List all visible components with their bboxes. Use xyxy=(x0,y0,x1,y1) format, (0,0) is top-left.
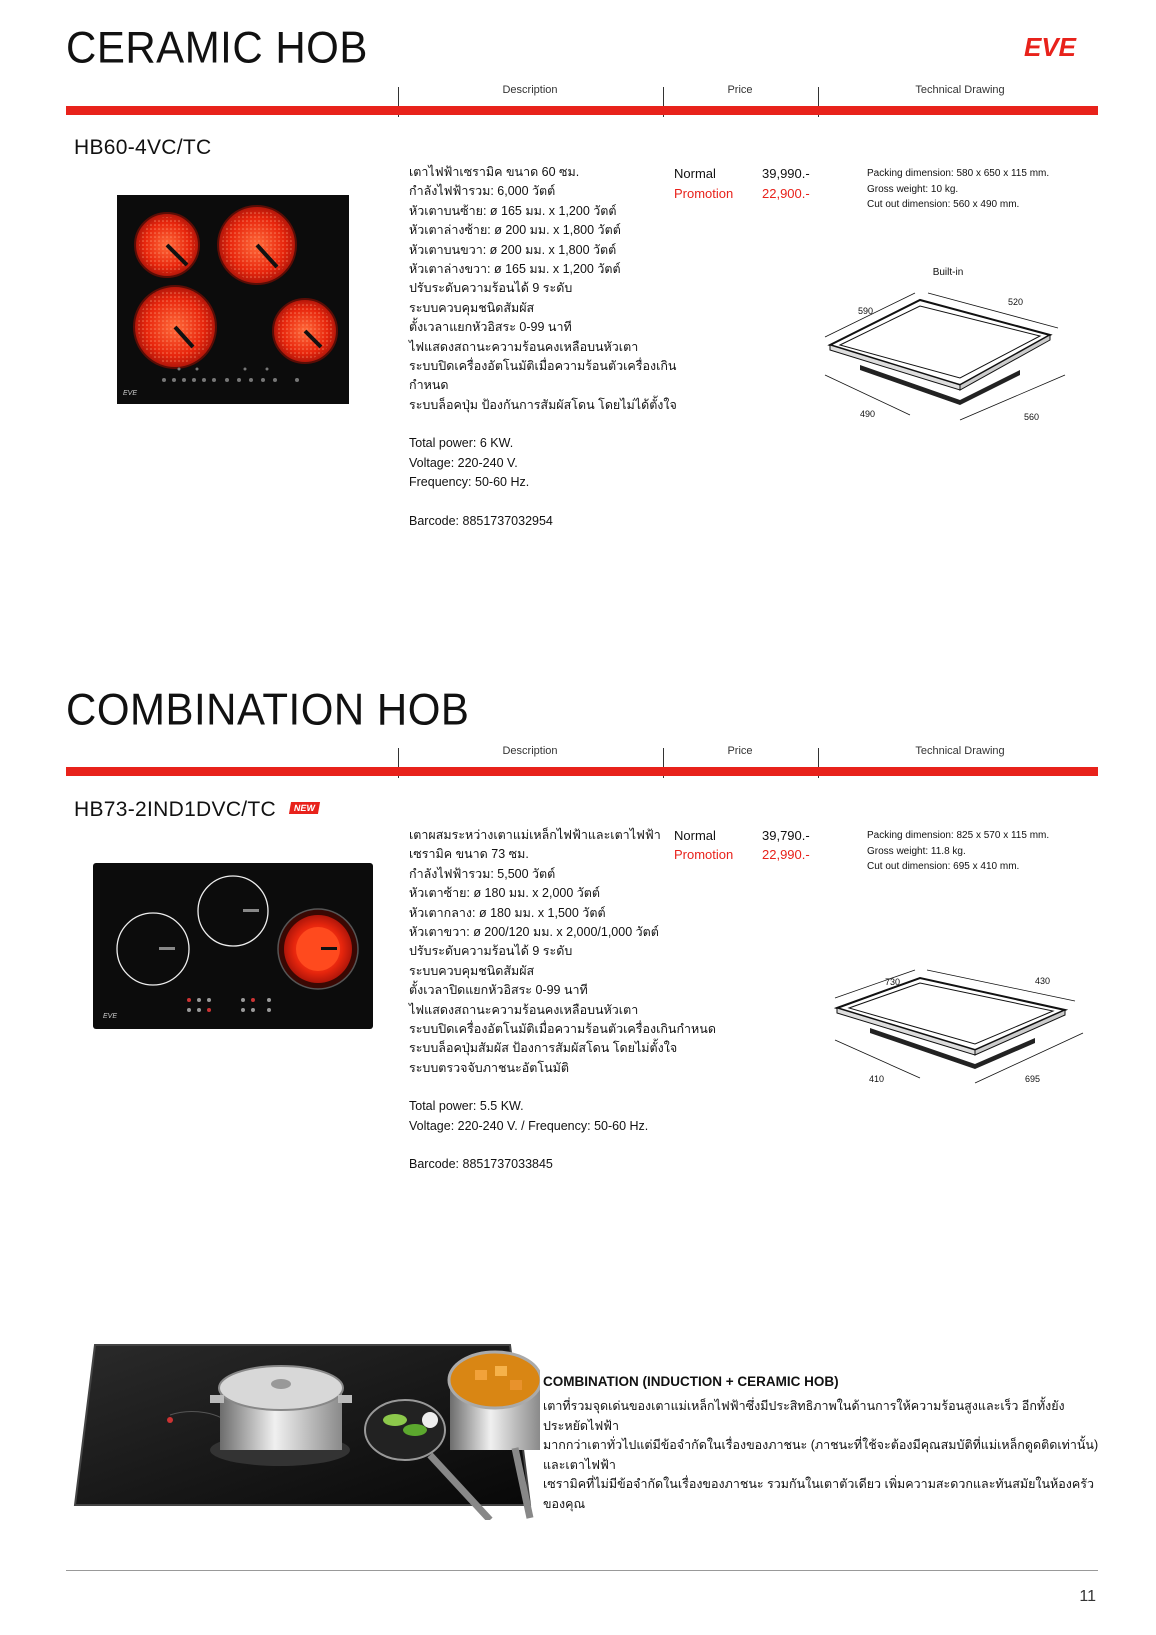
tech-line: Packing dimension: 825 x 570 x 115 mm. xyxy=(867,830,1050,841)
burner-top-left xyxy=(135,213,199,277)
header-description: Description xyxy=(502,745,558,757)
ceramic-section-title: CERAMIC HOB xyxy=(66,22,368,73)
desc-line: หัวเตาล่างขวา: ø 165 มม. x 1,200 วัตต์ xyxy=(409,262,621,277)
header-red-bar xyxy=(66,106,1098,115)
header-price: Price xyxy=(727,84,753,96)
desc-line: ปรับระดับความร้อนได้ 9 ระดับ xyxy=(409,281,573,296)
desc-line: ระบบควบคุมชนิดสัมผัส xyxy=(409,300,535,315)
desc-line: หัวเตาบนซ้าย: ø 165 มม. x 1,200 วัตต์ xyxy=(409,203,617,218)
ceramic-hob-image xyxy=(117,195,349,404)
desc-line: ปรับระดับความร้อนได้ 9 ระดับ xyxy=(409,944,573,959)
burner-bottom-left xyxy=(134,286,216,368)
combination-hob-cookware-photo xyxy=(70,1320,540,1520)
tech-line: Cut out dimension: 560 x 490 mm. xyxy=(867,199,1020,210)
normal-price-label: Normal xyxy=(674,166,716,181)
normal-price-value: 39,990.- xyxy=(762,166,810,181)
ceramic-technical-info xyxy=(867,166,1049,213)
desc-line: ระบบปิดเครื่องอัตโนมัติเมื่อความร้อนตัวเครื่องเกิน xyxy=(409,359,677,374)
normal-price-label: Normal xyxy=(674,828,716,843)
feature-line: มากกว่าเตาทั่วไปแต่มีข้อจำกัดในเรื่องของภาชนะ (ภาชนะที่ใช้จะต้องมีคุณสมบัติที่แม่เหล็กดูดติดเท่านั้น) และเตาไฟฟ้า xyxy=(543,1438,1099,1472)
dim-410: 410 xyxy=(869,1074,885,1084)
ceramic-technical-drawing xyxy=(820,265,1100,455)
spec-line: Frequency: 50-60 Hz. xyxy=(409,475,530,490)
desc-line: ไฟแสดงสถานะความร้อนคงเหลือบนหัวเตา xyxy=(409,1002,639,1017)
desc-line: เตาไฟฟ้าเซรามิค ขนาด 60 ซม. xyxy=(409,165,580,179)
dim-430: 430 xyxy=(1035,976,1051,986)
brand-logo xyxy=(1020,33,1100,61)
combination-section-title: COMBINATION HOB xyxy=(66,684,470,735)
ceramic-zone-right xyxy=(278,909,358,989)
desc-line: ระบบปิดเครื่องอัตโนมัติเมื่อความร้อนตัวเครื่องเกินกำหนด xyxy=(409,1022,716,1037)
combination-model-name: HB73-2IND1DVC/TC xyxy=(74,798,277,821)
promotion-price-value: 22,900.- xyxy=(762,186,810,201)
desc-line: ระบบล็อคปุ่ม ป้องกันการสัมผัสโดน โดยไม่ได้ตั้งใจ xyxy=(409,397,677,412)
combination-hob-image xyxy=(93,863,373,1029)
header-technical-drawing: Technical Drawing xyxy=(915,84,1005,96)
drawing-builtin-label: Built-in xyxy=(932,267,964,278)
desc-line: หัวเตาบนขวา: ø 200 มม. x 1,800 วัตต์ xyxy=(409,242,617,257)
dim-520: 520 xyxy=(1008,297,1024,307)
spec-line: Total power: 6 KW. xyxy=(409,436,514,451)
feature-line: เซรามิคที่ไม่มีข้อจำกัดในเรื่องของภาชนะ รวมกันในเตาตัวเดียว เพิ่มความสะดวกและทันสมัยในห้องครัวของคุณ xyxy=(543,1477,1094,1511)
spec-line: Voltage: 220-240 V. xyxy=(409,455,518,470)
header-description: Description xyxy=(502,84,558,96)
steel-pot xyxy=(210,1366,352,1466)
ceramic-description xyxy=(409,163,677,531)
desc-line: ไฟแสดงสถานะความร้อนคงเหลือบนหัวเตา xyxy=(409,339,639,354)
barcode: Barcode: 8851737033845 xyxy=(409,1157,553,1172)
desc-line: ตั้งเวลาแยกหัวอิสระ 0-99 นาที xyxy=(409,320,572,335)
barcode: Barcode: 8851737032954 xyxy=(409,513,553,528)
hob-logo: EVE xyxy=(123,390,138,397)
ceramic-model-name: HB60-4VC/TC xyxy=(74,136,212,159)
desc-line: ตั้งเวลาปิดแยกหัวอิสระ 0-99 นาที xyxy=(409,983,588,998)
desc-line: กำลังไฟฟ้ารวม: 5,500 วัตต์ xyxy=(409,866,556,881)
footer-divider xyxy=(66,1570,1098,1571)
brand-logo-text: EVE xyxy=(1024,33,1077,61)
desc-line: กำหนด xyxy=(409,378,449,393)
tech-line: Gross weight: 11.8 kg. xyxy=(867,845,966,857)
desc-line: กำลังไฟฟ้ารวม: 6,000 วัตต์ xyxy=(409,184,556,199)
spec-line: Voltage: 220-240 V. / Frequency: 50-60 Hz. xyxy=(409,1118,649,1133)
desc-line: ระบบควบคุมชนิดสัมผัส xyxy=(409,963,535,978)
promotion-price-label: Promotion xyxy=(674,186,734,201)
desc-line: ระบบล็อคปุ่มสัมผัส ป้องการสัมผัสโดน โดยไม่ตั้งใจ xyxy=(409,1041,678,1056)
desc-line: ระบบตรวจจับภาชนะอัตโนมัติ xyxy=(409,1060,569,1075)
desc-line: หัวเตาขวา: ø 200/120 มม. x 2,000/1,000 วัตต์ xyxy=(409,925,659,940)
spec-line: Total power: 5.5 KW. xyxy=(409,1099,524,1114)
combination-feature-title: COMBINATION (INDUCTION + CERAMIC HOB) xyxy=(543,1374,839,1389)
dim-695: 695 xyxy=(1025,1074,1041,1084)
burner-bottom-right xyxy=(273,299,337,363)
page-number: 11 xyxy=(1079,1588,1096,1605)
normal-price-value: 39,790.- xyxy=(762,828,810,843)
new-badge: NEW xyxy=(289,802,320,814)
hob-logo: EVE xyxy=(103,1013,118,1020)
desc-line: หัวเตากลาง: ø 180 มม. x 1,500 วัตต์ xyxy=(409,905,606,920)
promotion-price-value: 22,990.- xyxy=(762,847,810,862)
desc-line: หัวเตาล่างซ้าย: ø 200 มม. x 1,800 วัตต์ xyxy=(409,223,621,238)
tech-line: Cut out dimension: 695 x 410 mm. xyxy=(867,861,1020,872)
header-price: Price xyxy=(727,745,753,757)
dim-490: 490 xyxy=(860,409,876,419)
feature-line: เตาที่รวมจุดเด่นของเตาแม่เหล็กไฟฟ้าซึ่งมีประสิทธิภาพในด้านการให้ความร้อนสูงและเร็ว อีกทั้งยังประหยัดไฟฟ้า xyxy=(543,1399,1065,1433)
header-technical-drawing: Technical Drawing xyxy=(915,745,1005,757)
dim-730: 730 xyxy=(885,977,901,987)
combination-feature-text xyxy=(543,1397,1103,1514)
burner-top-right xyxy=(218,206,296,284)
desc-line: เตาผสมระหว่างเตาแม่เหล็กไฟฟ้าและเตาไฟฟ้า xyxy=(409,828,661,842)
desc-line: หัวเตาซ้าย: ø 180 มม. x 2,000 วัตต์ xyxy=(409,886,601,901)
combination-technical-info xyxy=(867,828,1049,875)
dim-590: 590 xyxy=(858,306,874,316)
promotion-price-label: Promotion xyxy=(674,847,734,862)
tech-line: Gross weight: 10 kg. xyxy=(867,183,959,195)
combination-technical-drawing xyxy=(825,968,1105,1108)
dim-560: 560 xyxy=(1024,412,1040,422)
header-red-bar xyxy=(66,767,1098,776)
tech-line: Packing dimension: 580 x 650 x 115 mm. xyxy=(867,168,1050,179)
desc-line: เซรามิค ขนาด 73 ซม. xyxy=(409,847,529,862)
